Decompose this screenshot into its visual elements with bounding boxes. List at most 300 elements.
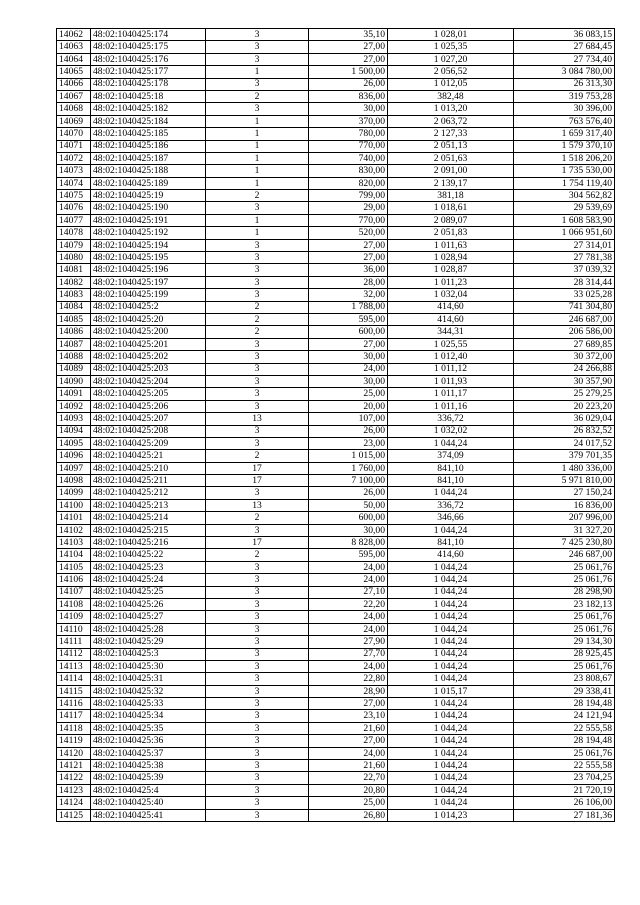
group-cell: 3 xyxy=(206,611,309,623)
cadastral-number-cell: 48:02:1040425:201 xyxy=(91,338,206,350)
area-cell: 780,00 xyxy=(309,128,388,140)
cadastral-number-cell: 48:02:1040425:176 xyxy=(91,53,206,65)
cadastral-number-cell: 48:02:1040425:33 xyxy=(91,698,206,710)
area-cell: 740,00 xyxy=(309,152,388,164)
cadastral-number-cell: 48:02:1040425:200 xyxy=(91,326,206,338)
cadastral-number-cell: 48:02:1040425:3 xyxy=(91,648,206,660)
group-cell: 17 xyxy=(206,462,309,474)
area-cell: 27,00 xyxy=(309,698,388,710)
row-number-cell: 14118 xyxy=(57,722,91,734)
area-cell: 520,00 xyxy=(309,227,388,239)
rate-cell: 1 018,61 xyxy=(388,202,514,214)
table-row xyxy=(57,760,615,772)
cadastral-number-cell: 48:02:1040425:28 xyxy=(91,623,206,635)
cadastral-number-cell: 48:02:1040425:195 xyxy=(91,252,206,264)
group-cell: 3 xyxy=(206,747,309,759)
cadastral-number-cell: 48:02:1040425:27 xyxy=(91,611,206,623)
cadastral-value-cell: 37 039,32 xyxy=(514,264,615,276)
group-cell: 3 xyxy=(206,636,309,648)
rate-cell: 381,18 xyxy=(388,190,514,202)
rate-cell: 1 028,87 xyxy=(388,264,514,276)
table-row xyxy=(57,29,615,41)
rate-cell: 1 044,24 xyxy=(388,524,514,536)
area-cell: 27,70 xyxy=(309,648,388,660)
rate-cell: 1 044,24 xyxy=(388,673,514,685)
group-cell: 1 xyxy=(206,128,309,140)
cadastral-number-cell: 48:02:1040425:188 xyxy=(91,165,206,177)
row-number-cell: 14119 xyxy=(57,735,91,747)
cadastral-value-cell: 26 106,00 xyxy=(514,797,615,809)
area-cell: 830,00 xyxy=(309,165,388,177)
table-row xyxy=(57,338,615,350)
group-cell: 2 xyxy=(206,512,309,524)
cadastral-value-cell: 22 555,58 xyxy=(514,760,615,772)
cadastral-number-cell: 48:02:1040425:182 xyxy=(91,103,206,115)
rate-cell: 2 063,72 xyxy=(388,115,514,127)
cadastral-value-cell: 27 781,38 xyxy=(514,252,615,264)
table-row xyxy=(57,487,615,499)
row-number-cell: 14092 xyxy=(57,400,91,412)
area-cell: 28,90 xyxy=(309,685,388,697)
cadastral-value-cell: 3 084 780,00 xyxy=(514,66,615,78)
table-row xyxy=(57,586,615,598)
rate-cell: 1 032,02 xyxy=(388,425,514,437)
row-number-cell: 14108 xyxy=(57,598,91,610)
cadastral-value-cell: 28 194,48 xyxy=(514,735,615,747)
row-number-cell: 14088 xyxy=(57,351,91,363)
cadastral-value-cell: 30 396,00 xyxy=(514,103,615,115)
cadastral-value-cell: 27 314,01 xyxy=(514,239,615,251)
group-cell: 2 xyxy=(206,301,309,313)
row-number-cell: 14087 xyxy=(57,338,91,350)
row-number-cell: 14069 xyxy=(57,115,91,127)
rate-cell: 344,31 xyxy=(388,326,514,338)
row-number-cell: 14120 xyxy=(57,747,91,759)
cadastral-value-cell: 21 720,19 xyxy=(514,784,615,796)
area-cell: 27,90 xyxy=(309,636,388,648)
group-cell: 1 xyxy=(206,66,309,78)
table-row xyxy=(57,140,615,152)
area-cell: 35,10 xyxy=(309,29,388,41)
rate-cell: 2 051,83 xyxy=(388,227,514,239)
cadastral-value-cell: 28 925,45 xyxy=(514,648,615,660)
cadastral-number-cell: 48:02:1040425:26 xyxy=(91,598,206,610)
cadastral-number-cell: 48:02:1040425:29 xyxy=(91,636,206,648)
rate-cell: 1 028,01 xyxy=(388,29,514,41)
table-row xyxy=(57,276,615,288)
cadastral-value-cell: 1 608 583,90 xyxy=(514,214,615,226)
row-number-cell: 14098 xyxy=(57,475,91,487)
cadastral-value-cell: 1 066 951,60 xyxy=(514,227,615,239)
row-number-cell: 14071 xyxy=(57,140,91,152)
cadastral-value-cell: 1 754 119,40 xyxy=(514,177,615,189)
cadastral-number-cell: 48:02:1040425:34 xyxy=(91,710,206,722)
row-number-cell: 14096 xyxy=(57,450,91,462)
area-cell: 1 788,00 xyxy=(309,301,388,313)
cadastral-number-cell: 48:02:1040425:25 xyxy=(91,586,206,598)
rate-cell: 2 139,17 xyxy=(388,177,514,189)
rate-cell: 1 025,35 xyxy=(388,41,514,53)
cadastral-number-cell: 48:02:1040425:209 xyxy=(91,437,206,449)
group-cell: 3 xyxy=(206,388,309,400)
group-cell: 3 xyxy=(206,276,309,288)
group-cell: 3 xyxy=(206,797,309,809)
rate-cell: 1 011,93 xyxy=(388,375,514,387)
table-row xyxy=(57,636,615,648)
rate-cell: 1 044,24 xyxy=(388,586,514,598)
area-cell: 24,00 xyxy=(309,561,388,573)
cadastral-number-cell: 48:02:1040425:208 xyxy=(91,425,206,437)
cadastral-value-cell: 25 061,76 xyxy=(514,611,615,623)
group-cell: 2 xyxy=(206,90,309,102)
group-cell: 1 xyxy=(206,115,309,127)
area-cell: 836,00 xyxy=(309,90,388,102)
rate-cell: 1 044,24 xyxy=(388,797,514,809)
rate-cell: 382,48 xyxy=(388,90,514,102)
group-cell: 3 xyxy=(206,437,309,449)
group-cell: 3 xyxy=(206,29,309,41)
row-number-cell: 14067 xyxy=(57,90,91,102)
cadastral-number-cell: 48:02:1040425:32 xyxy=(91,685,206,697)
row-number-cell: 14082 xyxy=(57,276,91,288)
cadastral-value-cell: 30 372,00 xyxy=(514,351,615,363)
rate-cell: 2 091,00 xyxy=(388,165,514,177)
rate-cell: 336,72 xyxy=(388,413,514,425)
area-cell: 25,00 xyxy=(309,388,388,400)
row-number-cell: 14089 xyxy=(57,363,91,375)
table-row xyxy=(57,660,615,672)
table-row xyxy=(57,499,615,511)
table-row xyxy=(57,152,615,164)
rate-cell: 1 015,17 xyxy=(388,685,514,697)
row-number-cell: 14111 xyxy=(57,636,91,648)
table-row xyxy=(57,685,615,697)
row-number-cell: 14104 xyxy=(57,549,91,561)
cadastral-value-cell: 1 735 530,00 xyxy=(514,165,615,177)
cadastral-value-cell: 26 313,30 xyxy=(514,78,615,90)
rate-cell: 1 044,24 xyxy=(388,772,514,784)
cadastral-value-cell: 16 836,00 xyxy=(514,499,615,511)
group-cell: 3 xyxy=(206,648,309,660)
cadastral-value-cell: 24 121,94 xyxy=(514,710,615,722)
row-number-cell: 14125 xyxy=(57,809,91,821)
table-row xyxy=(57,611,615,623)
cadastral-number-cell: 48:02:1040425:21 xyxy=(91,450,206,462)
table-row xyxy=(57,710,615,722)
row-number-cell: 14074 xyxy=(57,177,91,189)
cadastral-value-cell: 207 996,00 xyxy=(514,512,615,524)
rate-cell: 1 044,24 xyxy=(388,747,514,759)
area-cell: 1 500,00 xyxy=(309,66,388,78)
row-number-cell: 14112 xyxy=(57,648,91,660)
area-cell: 24,00 xyxy=(309,363,388,375)
table-row xyxy=(57,388,615,400)
area-cell: 20,00 xyxy=(309,400,388,412)
rate-cell: 1 011,23 xyxy=(388,276,514,288)
cadastral-value-cell: 27 181,36 xyxy=(514,809,615,821)
table-row xyxy=(57,561,615,573)
rate-cell: 1 044,24 xyxy=(388,487,514,499)
area-cell: 23,10 xyxy=(309,710,388,722)
row-number-cell: 14062 xyxy=(57,29,91,41)
table-row xyxy=(57,462,615,474)
table-row xyxy=(57,747,615,759)
rate-cell: 414,60 xyxy=(388,549,514,561)
rate-cell: 1 044,24 xyxy=(388,574,514,586)
area-cell: 27,00 xyxy=(309,239,388,251)
table-row xyxy=(57,413,615,425)
cadastral-value-cell: 31 327,20 xyxy=(514,524,615,536)
rate-cell: 1 013,20 xyxy=(388,103,514,115)
cadastral-value-cell: 24 017,52 xyxy=(514,437,615,449)
group-cell: 3 xyxy=(206,623,309,635)
row-number-cell: 14122 xyxy=(57,772,91,784)
rate-cell: 2 051,63 xyxy=(388,152,514,164)
cadastral-value-cell: 25 061,76 xyxy=(514,561,615,573)
table-row xyxy=(57,475,615,487)
cadastral-number-cell: 48:02:1040425:174 xyxy=(91,29,206,41)
cadastral-value-cell: 25 061,76 xyxy=(514,660,615,672)
area-cell: 30,00 xyxy=(309,351,388,363)
area-cell: 23,00 xyxy=(309,437,388,449)
cadastral-value-cell: 28 194,48 xyxy=(514,698,615,710)
group-cell: 3 xyxy=(206,252,309,264)
cadastral-number-cell: 48:02:1040425:24 xyxy=(91,574,206,586)
area-cell: 30,00 xyxy=(309,524,388,536)
table-row xyxy=(57,400,615,412)
cadastral-value-cell: 27 150,24 xyxy=(514,487,615,499)
rate-cell: 1 032,04 xyxy=(388,289,514,301)
group-cell: 3 xyxy=(206,338,309,350)
cadastral-number-cell: 48:02:1040425:206 xyxy=(91,400,206,412)
rate-cell: 2 056,52 xyxy=(388,66,514,78)
table-body xyxy=(57,29,615,822)
row-number-cell: 14124 xyxy=(57,797,91,809)
rate-cell: 1 044,24 xyxy=(388,760,514,772)
cadastral-value-table xyxy=(56,28,615,822)
rate-cell: 1 011,17 xyxy=(388,388,514,400)
row-number-cell: 14063 xyxy=(57,41,91,53)
cadastral-number-cell: 48:02:1040425:213 xyxy=(91,499,206,511)
row-number-cell: 14091 xyxy=(57,388,91,400)
group-cell: 1 xyxy=(206,165,309,177)
group-cell: 2 xyxy=(206,450,309,462)
row-number-cell: 14076 xyxy=(57,202,91,214)
cadastral-value-cell: 27 684,45 xyxy=(514,41,615,53)
cadastral-value-cell: 36 083,15 xyxy=(514,29,615,41)
cadastral-value-cell: 1 659 317,40 xyxy=(514,128,615,140)
area-cell: 21,60 xyxy=(309,760,388,772)
group-cell: 3 xyxy=(206,78,309,90)
cadastral-value-cell: 33 025,28 xyxy=(514,289,615,301)
table-row xyxy=(57,177,615,189)
cadastral-number-cell: 48:02:1040425:212 xyxy=(91,487,206,499)
cadastral-number-cell: 48:02:1040425:197 xyxy=(91,276,206,288)
cadastral-value-cell: 741 304,80 xyxy=(514,301,615,313)
cadastral-number-cell: 48:02:1040425:4 xyxy=(91,784,206,796)
cadastral-value-cell: 29 134,30 xyxy=(514,636,615,648)
cadastral-number-cell: 48:02:1040425:36 xyxy=(91,735,206,747)
group-cell: 3 xyxy=(206,673,309,685)
area-cell: 27,00 xyxy=(309,252,388,264)
rate-cell: 414,60 xyxy=(388,301,514,313)
area-cell: 27,00 xyxy=(309,53,388,65)
table-row xyxy=(57,574,615,586)
area-cell: 370,00 xyxy=(309,115,388,127)
table-row xyxy=(57,252,615,264)
area-cell: 595,00 xyxy=(309,549,388,561)
row-number-cell: 14065 xyxy=(57,66,91,78)
rate-cell: 1 044,24 xyxy=(388,735,514,747)
cadastral-number-cell: 48:02:1040425:37 xyxy=(91,747,206,759)
cadastral-value-cell: 27 689,85 xyxy=(514,338,615,350)
cadastral-number-cell: 48:02:1040425:31 xyxy=(91,673,206,685)
row-number-cell: 14079 xyxy=(57,239,91,251)
cadastral-number-cell: 48:02:1040425:199 xyxy=(91,289,206,301)
group-cell: 3 xyxy=(206,239,309,251)
row-number-cell: 14070 xyxy=(57,128,91,140)
group-cell: 3 xyxy=(206,41,309,53)
row-number-cell: 14084 xyxy=(57,301,91,313)
cadastral-number-cell: 48:02:1040425:22 xyxy=(91,549,206,561)
table-row xyxy=(57,103,615,115)
row-number-cell: 14101 xyxy=(57,512,91,524)
area-cell: 600,00 xyxy=(309,326,388,338)
area-cell: 799,00 xyxy=(309,190,388,202)
rate-cell: 1 025,55 xyxy=(388,338,514,350)
cadastral-value-cell: 23 808,67 xyxy=(514,673,615,685)
table-row xyxy=(57,524,615,536)
cadastral-number-cell: 48:02:1040425:204 xyxy=(91,375,206,387)
cadastral-value-cell: 26 832,52 xyxy=(514,425,615,437)
cadastral-value-cell: 1 579 370,10 xyxy=(514,140,615,152)
table-row xyxy=(57,648,615,660)
row-number-cell: 14064 xyxy=(57,53,91,65)
cadastral-number-cell: 48:02:1040425:189 xyxy=(91,177,206,189)
row-number-cell: 14106 xyxy=(57,574,91,586)
group-cell: 3 xyxy=(206,784,309,796)
table-row xyxy=(57,437,615,449)
group-cell: 3 xyxy=(206,660,309,672)
rate-cell: 1 044,24 xyxy=(388,698,514,710)
table-row xyxy=(57,537,615,549)
cadastral-number-cell: 48:02:1040425:177 xyxy=(91,66,206,78)
rate-cell: 1 044,24 xyxy=(388,623,514,635)
cadastral-value-cell: 29 539,69 xyxy=(514,202,615,214)
area-cell: 107,00 xyxy=(309,413,388,425)
cadastral-value-cell: 246 687,00 xyxy=(514,313,615,325)
area-cell: 820,00 xyxy=(309,177,388,189)
cadastral-number-cell: 48:02:1040425:207 xyxy=(91,413,206,425)
cadastral-number-cell: 48:02:1040425:211 xyxy=(91,475,206,487)
rate-cell: 1 014,23 xyxy=(388,809,514,821)
rate-cell: 1 012,40 xyxy=(388,351,514,363)
cadastral-number-cell: 48:02:1040425:205 xyxy=(91,388,206,400)
cadastral-value-cell: 246 687,00 xyxy=(514,549,615,561)
group-cell: 3 xyxy=(206,710,309,722)
table-row xyxy=(57,598,615,610)
rate-cell: 1 011,63 xyxy=(388,239,514,251)
row-number-cell: 14093 xyxy=(57,413,91,425)
cadastral-value-cell: 206 586,00 xyxy=(514,326,615,338)
area-cell: 595,00 xyxy=(309,313,388,325)
table-row xyxy=(57,264,615,276)
table-row xyxy=(57,190,615,202)
table-row xyxy=(57,239,615,251)
row-number-cell: 14103 xyxy=(57,537,91,549)
rate-cell: 2 051,13 xyxy=(388,140,514,152)
area-cell: 27,00 xyxy=(309,735,388,747)
table-row xyxy=(57,375,615,387)
group-cell: 3 xyxy=(206,735,309,747)
cadastral-number-cell: 48:02:1040425:39 xyxy=(91,772,206,784)
group-cell: 3 xyxy=(206,363,309,375)
group-cell: 13 xyxy=(206,499,309,511)
cadastral-value-cell: 24 266,88 xyxy=(514,363,615,375)
group-cell: 3 xyxy=(206,561,309,573)
table-row xyxy=(57,227,615,239)
table-row xyxy=(57,41,615,53)
cadastral-number-cell: 48:02:1040425:41 xyxy=(91,809,206,821)
group-cell: 3 xyxy=(206,264,309,276)
area-cell: 27,10 xyxy=(309,586,388,598)
row-number-cell: 14072 xyxy=(57,152,91,164)
table-row xyxy=(57,115,615,127)
cadastral-number-cell: 48:02:1040425:187 xyxy=(91,152,206,164)
table-row xyxy=(57,722,615,734)
group-cell: 3 xyxy=(206,425,309,437)
rate-cell: 336,72 xyxy=(388,499,514,511)
area-cell: 26,00 xyxy=(309,487,388,499)
group-cell: 2 xyxy=(206,326,309,338)
cadastral-number-cell: 48:02:1040425:214 xyxy=(91,512,206,524)
cadastral-value-cell: 5 971 810,00 xyxy=(514,475,615,487)
table-row xyxy=(57,425,615,437)
cadastral-number-cell: 48:02:1040425:192 xyxy=(91,227,206,239)
cadastral-value-cell: 763 576,40 xyxy=(514,115,615,127)
table-row xyxy=(57,289,615,301)
row-number-cell: 14075 xyxy=(57,190,91,202)
row-number-cell: 14114 xyxy=(57,673,91,685)
row-number-cell: 14116 xyxy=(57,698,91,710)
group-cell: 17 xyxy=(206,475,309,487)
group-cell: 1 xyxy=(206,214,309,226)
cadastral-value-cell: 29 338,41 xyxy=(514,685,615,697)
cadastral-number-cell: 48:02:1040425:35 xyxy=(91,722,206,734)
area-cell: 24,00 xyxy=(309,623,388,635)
table-row xyxy=(57,214,615,226)
area-cell: 770,00 xyxy=(309,140,388,152)
rate-cell: 841,10 xyxy=(388,462,514,474)
cadastral-value-cell: 379 701,35 xyxy=(514,450,615,462)
group-cell: 3 xyxy=(206,103,309,115)
area-cell: 20,80 xyxy=(309,784,388,796)
table-row xyxy=(57,735,615,747)
cadastral-value-cell: 319 753,28 xyxy=(514,90,615,102)
group-cell: 3 xyxy=(206,400,309,412)
row-number-cell: 14095 xyxy=(57,437,91,449)
area-cell: 1 015,00 xyxy=(309,450,388,462)
area-cell: 22,20 xyxy=(309,598,388,610)
cadastral-number-cell: 48:02:1040425:38 xyxy=(91,760,206,772)
rate-cell: 1 044,24 xyxy=(388,636,514,648)
group-cell: 2 xyxy=(206,549,309,561)
group-cell: 1 xyxy=(206,152,309,164)
cadastral-number-cell: 48:02:1040425:202 xyxy=(91,351,206,363)
rate-cell: 841,10 xyxy=(388,475,514,487)
group-cell: 3 xyxy=(206,351,309,363)
rate-cell: 1 044,24 xyxy=(388,598,514,610)
